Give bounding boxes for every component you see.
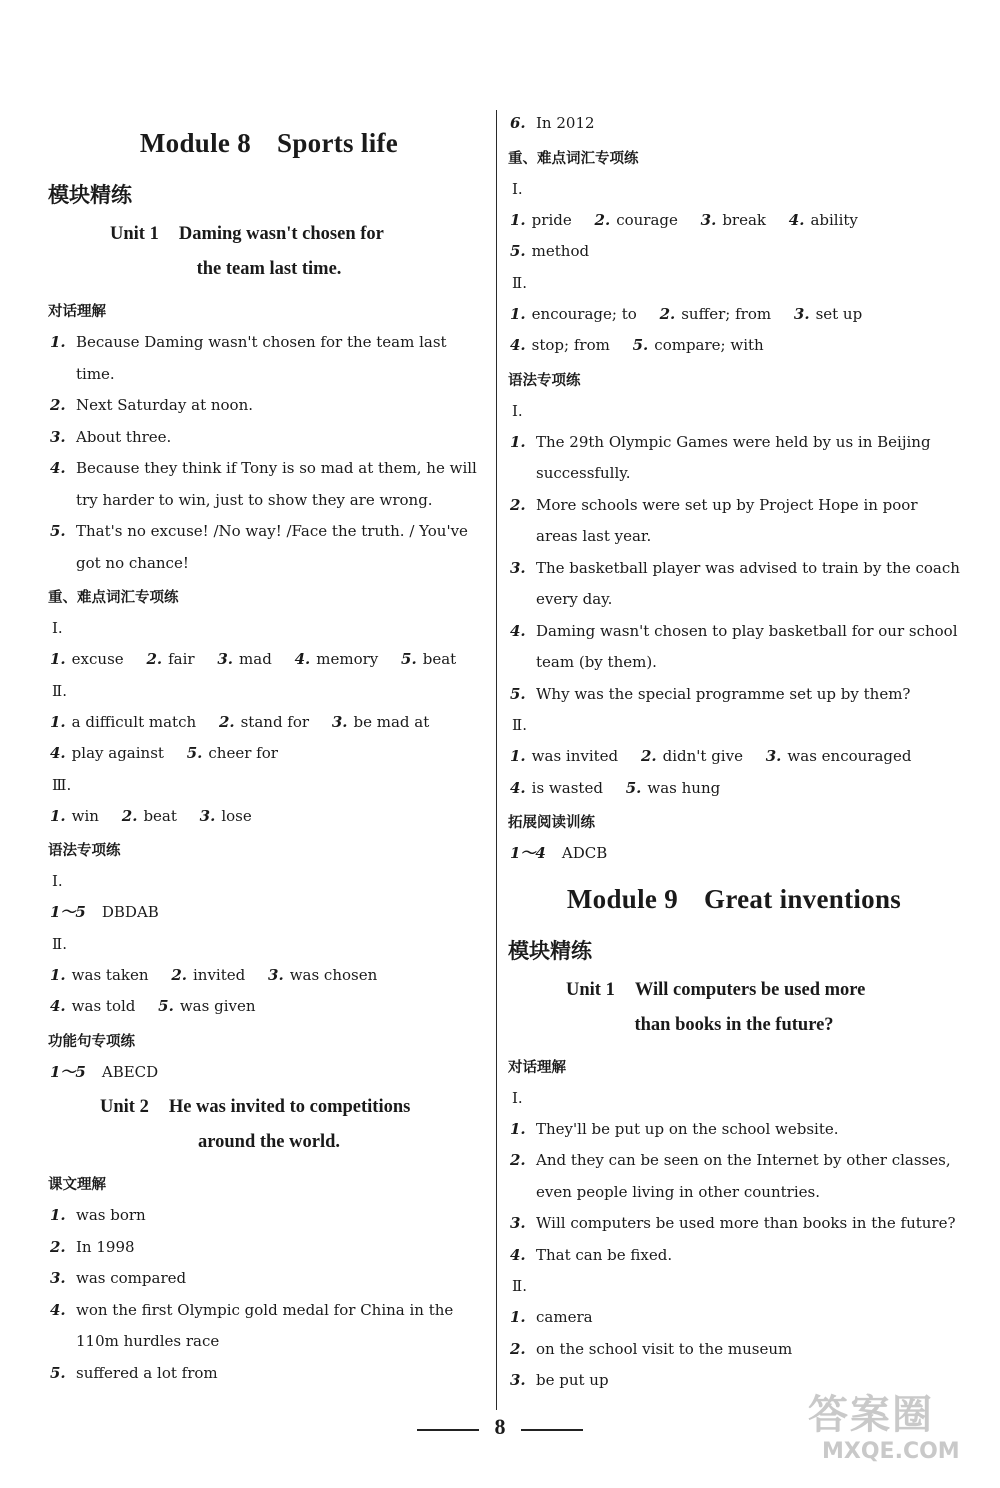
roman-numeral: Ⅰ. [52,872,63,890]
answer-row: 1～5 ABECD [50,1062,159,1081]
answer-item: 2. And they can be seen on the Internet by other classes, even people living in other countries. [510,1151,951,1201]
section-title: 对话理解 [508,1059,566,1076]
block-heading: 模块精练 [508,938,592,963]
answer-row: 5. method [510,242,590,260]
answer-item: 4. Daming wasn't chosen to play basketball for our school team (by them). [510,621,958,671]
answer-row: 1. encourage; to 2. suffer; from 3. set up [510,304,863,323]
column-divider [496,110,497,1410]
answer-item: 1. The 29th Olympic Games were held by us in Beijing successfully. [510,432,931,482]
answer-item: 1. was born [50,1206,146,1224]
section-title: 重、难点词汇专项练 [48,590,179,606]
answer-item: 2. on the school visit to the museum [510,1339,793,1358]
answer-row: 4. stop; from 5. compare; with [510,336,764,354]
section-title: 语法专项练 [48,843,121,859]
answer-item: 5. suffered a lot from [50,1363,218,1382]
answer-row: 1～4 ADCB [510,844,608,862]
roman-numeral: Ⅰ. [512,401,523,420]
answer-item: 3. About three. [50,427,172,446]
answer-row: 1～5 DBDAB [50,903,159,921]
watermark: 答案圈 MXQE.COM [808,1392,960,1464]
answer-item: 2. Next Saturday at noon. [50,396,254,414]
roman-numeral: Ⅰ. [52,619,63,637]
answer-row: 1. pride 2. courage 3. break 4. ability [510,210,858,229]
roman-numeral: Ⅱ. [512,273,527,292]
section-title: 语法专项练 [508,372,581,389]
answer-item: 1. They'll be put up on the school website. [510,1119,839,1138]
roman-numeral: Ⅰ. [512,1088,523,1107]
answer-item: 2. In 1998 [50,1237,135,1256]
page-number: 8 [494,1414,506,1439]
left-column [48,118,490,1389]
answer-item: 3. The basketball player was advised to train by the coach every day. [510,558,960,608]
footer-ornament [521,1429,583,1431]
answer-item: 1. Because Daming wasn't chosen for the team last time. [50,333,447,383]
answer-item: 3. be put up [510,1371,609,1389]
section-title: 对话理解 [48,304,106,320]
roman-numeral: Ⅲ. [52,775,72,794]
footer-ornament [417,1429,479,1431]
section-title: 重、难点词汇专项练 [508,150,639,167]
roman-numeral: Ⅱ. [52,934,67,953]
section-title: 拓展阅读训练 [508,815,595,831]
answer-item: 3. was compared [50,1269,187,1287]
roman-numeral: Ⅱ. [512,716,527,734]
answer-row: 1. excuse 2. fair 3. mad 4. memory 5. beat [50,650,457,668]
answer-item: 2. More schools were set up by Project Hope in poor areas last year. [510,495,918,545]
answer-row: 4. was told 5. was given [50,997,256,1015]
module-9-title: Module 9 Great inventions [566,883,902,914]
module-8-title: Module 8 Sports life [139,128,399,158]
answer-item: 6. In 2012 [510,114,595,132]
answer-row: 1. a difficult match 2. stand for 3. be mad at [50,712,430,731]
answer-item: 3. Will computers be used more than books in the future? [510,1214,956,1232]
answer-item: 4. Because they think if Tony is so mad at them, he will try harder to win, just to show they are wrong. [50,459,477,509]
answer-row: 4. play against 5. cheer for [50,744,278,762]
answer-item: 4. That can be fixed. [510,1245,673,1264]
answer-item: 5. That's no excuse! /No way! /Face the truth. / You've got no chance! [50,522,468,572]
answer-row: 1. win 2. beat 3. lose [50,806,252,825]
answer-row: 1. was invited 2. didn't give 3. was encouraged [510,747,912,765]
answer-row: 4. is wasted 5. was hung [510,778,721,797]
section-title: 课文理解 [48,1177,106,1193]
section-title: 功能句专项练 [48,1033,135,1050]
unit-1-title: Unit 1 Daming wasn't chosen for the team last time. [110,224,384,279]
roman-numeral: Ⅱ. [52,681,67,700]
answer-item: 1. camera [510,1308,593,1326]
unit-1-title: Unit 1 Will computers be used more than books in the future? [566,979,866,1035]
answer-item: 4. won the first Olympic gold medal for China in the 110m hurdles race [50,1300,454,1350]
roman-numeral: Ⅱ. [512,1277,527,1295]
roman-numeral: Ⅰ. [512,179,523,198]
answer-item: 5. Why was the special programme set up by them? [510,684,911,703]
right-column [508,108,960,1397]
answer-row: 1. was taken 2. invited 3. was chosen [50,965,378,984]
block-heading: 模块精练 [48,183,132,207]
unit-2-title: Unit 2 He was invited to competitions around the world. [100,1097,411,1152]
